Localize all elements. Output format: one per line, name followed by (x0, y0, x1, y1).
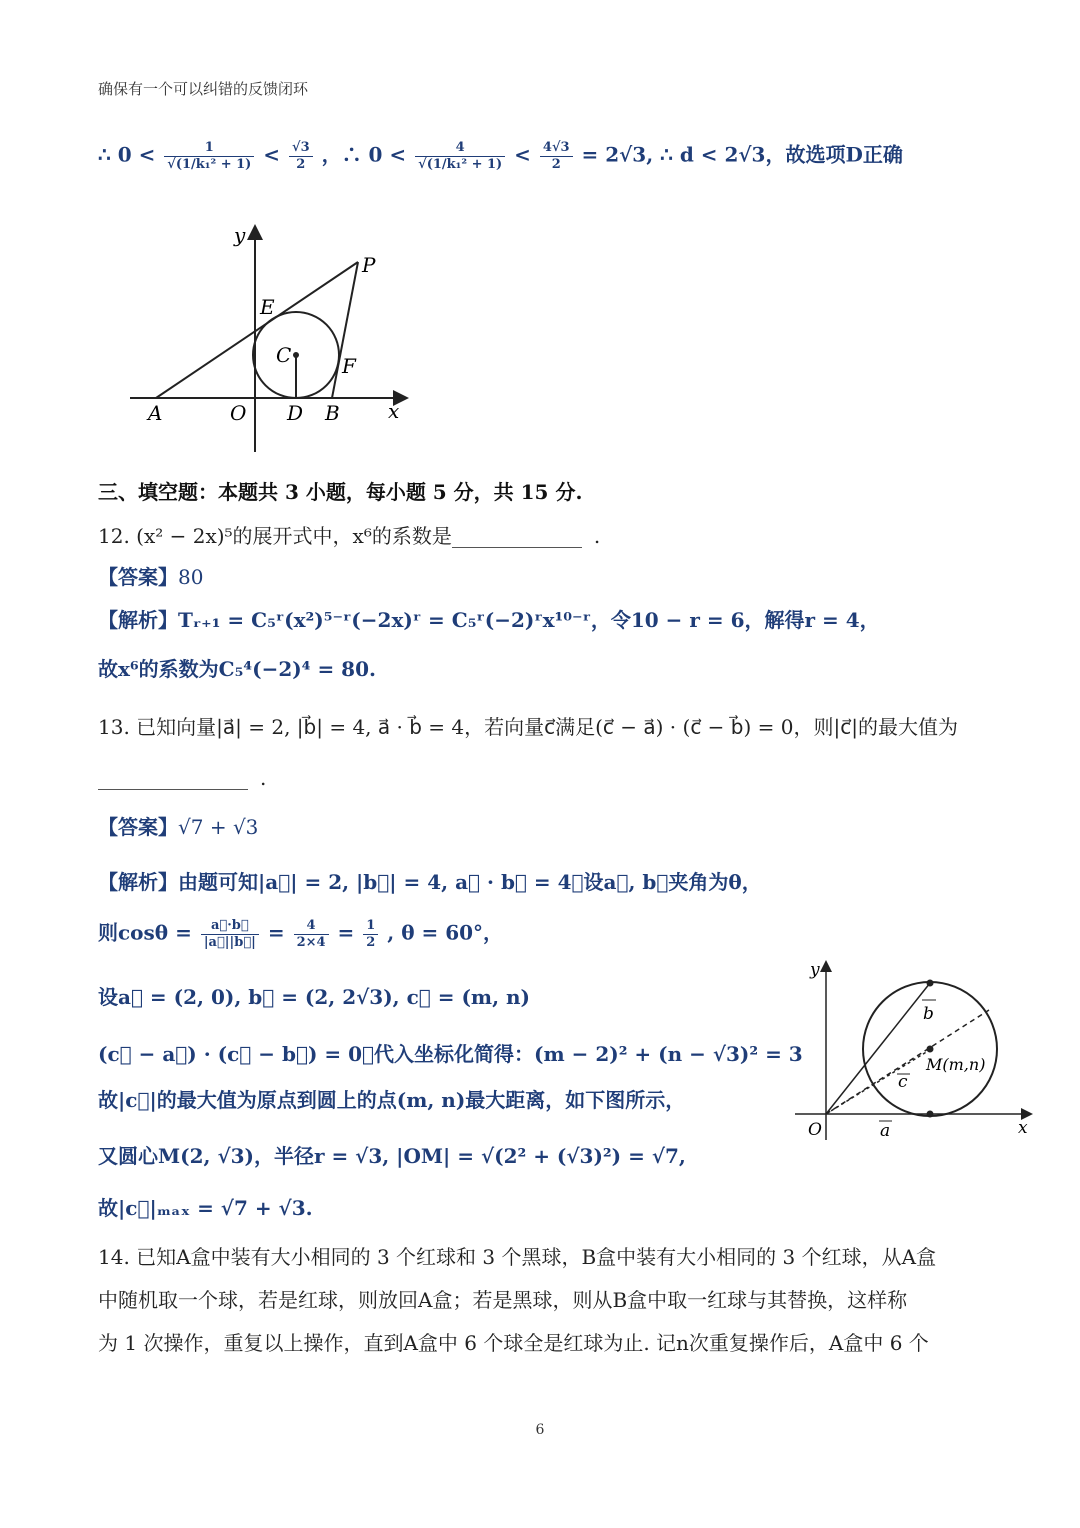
q13-cos-frac3-num: 1 (363, 918, 378, 935)
figure-1-tangent-circle (120, 220, 420, 460)
q11-suffix: = 2√3, ∴ d < 2√3，故选项D正确 (581, 142, 903, 167)
q11-frac3-den: √(1/k₁² + 1) (418, 156, 503, 172)
label-a-vec: a (880, 1121, 891, 1141)
q13-cos-frac-1 (201, 918, 259, 950)
q12-stem-line (98, 523, 600, 548)
q12-analysis-line-2: 故x⁶的系数为C₅⁴(−2)⁴ = 80. (98, 657, 376, 681)
q13-cos-frac-2 (294, 918, 329, 950)
label-c: C (276, 343, 292, 367)
label-c-vec: c (898, 1072, 908, 1092)
label-p: P (362, 253, 376, 277)
figure-2-vector-circle (790, 955, 1040, 1145)
page-header: 确保有一个可以纠错的反馈闭环 (98, 80, 309, 98)
label-b-vec: b (923, 1004, 934, 1024)
q13-cos-suffix: , θ = 60°， (387, 920, 504, 945)
q11-fraction-4 (540, 140, 573, 172)
q13-cos-line (98, 918, 503, 950)
label-x-2: x (1018, 1118, 1028, 1138)
label-d: D (287, 401, 304, 425)
q14-line-2: 中随机取一个球，若是红球，则放回A盒；若是黑球，则从B盒中取一红球与其替换，这样称 (98, 1288, 908, 1312)
q13-answer-line (98, 815, 258, 839)
q13-cos-eq-2: = (337, 920, 355, 945)
label-o: O (230, 401, 247, 425)
q11-frac3-num: 4 (415, 140, 505, 157)
q11-fraction-2 (289, 140, 313, 172)
q13-analysis-line-1 (98, 870, 762, 894)
q13-analysis-line-4: (c⃗ − a⃗) · (c⃗ − b⃗) = 0，代入坐标化简得：(m − 2)² + (n − √3)² = 3 (98, 1042, 803, 1066)
center-dot (293, 352, 299, 358)
q13-cos-frac3-den: 2 (366, 934, 376, 950)
q11-frac4-den: 2 (551, 156, 561, 172)
point-m (927, 1046, 934, 1053)
label-y-2: y (810, 960, 820, 980)
q12-answer-line (98, 565, 203, 589)
q13-analysis-line-5: 故|c⃗|的最大值为原点到圆上的点(m, n)最大距离，如下图所示， (98, 1088, 686, 1112)
q13-stem: 13. 已知向量|a⃗| = 2, |b⃗| = 4, a⃗ · b⃗ = 4，若向量c⃗满足(c⃗ − a⃗) · (c⃗ − b⃗) = 0，则|c⃗|的最大值为 (98, 715, 958, 739)
q14-line-3: 为 1 次操作，重复以上操作，直到A盒中 6 个球全是红球为止. 记n次重复操作后，A盒中 6 个 (98, 1331, 929, 1355)
q11-fraction-3 (415, 140, 505, 172)
q12-analysis-line-1 (98, 608, 880, 632)
q13-cos-eq: = (267, 920, 285, 945)
page-number: 6 (535, 1422, 545, 1438)
label-x: x (388, 399, 400, 423)
vector-c-line (826, 1051, 928, 1114)
q12-analysis-tag: 【解析】 (98, 608, 178, 632)
q11-frac4-num: 4√3 (540, 140, 573, 157)
point-a (927, 1111, 934, 1118)
q13-analysis-1: 由题可知|a⃗| = 2, |b⃗| = 4, a⃗ · b⃗ = 4，设a⃗, b⃗夹角为θ， (178, 870, 762, 894)
q13-cos-frac2-den: 2×4 (296, 934, 326, 950)
q11-fraction-1 (164, 140, 254, 172)
q12-answer: 80 (178, 565, 204, 589)
q13-blank-line (98, 765, 266, 790)
section-3-title: 三、填空题：本题共 3 小题，每小题 5 分，共 15 分. (98, 480, 583, 504)
vector-b-line (826, 983, 930, 1114)
label-m: M(m,n) (926, 1055, 986, 1074)
label-b: B (325, 401, 340, 425)
label-o-2: O (808, 1120, 822, 1140)
q11-conclusion-line (98, 140, 903, 172)
q11-frac2-den: 2 (296, 156, 306, 172)
q13-analysis-line-6: 又圆心M(2, √3)，半径r = √3, |OM| = √(2² + (√3)²) = √7, (98, 1144, 686, 1168)
q13-cos-prefix: 则cosθ = (98, 920, 192, 945)
q11-frac2-num: √3 (289, 140, 313, 157)
label-y: y (234, 223, 246, 247)
q12-answer-tag: 【答案】 (98, 565, 178, 589)
q12-answer-blank[interactable] (452, 523, 582, 548)
q13-cos-frac-3 (363, 918, 378, 950)
q13-answer-tag: 【答案】 (98, 815, 178, 839)
q11-lt-2: < (514, 142, 531, 167)
q14-line-1: 14. 已知A盒中装有大小相同的 3 个红球和 3 个黑球，B盒中装有大小相同的 3 个红球，从A盒 (98, 1245, 937, 1269)
q11-prefix: ∴ 0 < (98, 142, 156, 167)
label-f: F (342, 354, 356, 378)
label-e: E (260, 295, 275, 319)
q13-cos-frac1-den: |a⃗||b⃗| (203, 934, 256, 950)
q13-cos-frac2-num: 4 (294, 918, 329, 935)
q11-mid: ，∴ 0 < (321, 142, 407, 167)
q11-frac1-num: 1 (164, 140, 254, 157)
q11-lt: < (263, 142, 281, 167)
line-ap (156, 262, 358, 398)
q13-answer-blank[interactable] (98, 765, 248, 790)
q13-end: . (260, 766, 267, 790)
q12-analysis-1: Tᵣ₊₁ = C₅ʳ(x²)⁵⁻ʳ(−2x)ʳ = C₅ʳ(−2)ʳx¹⁰⁻ʳ，令10 − r = 6，解得r = 4， (178, 608, 880, 632)
q13-cos-frac1-num: a⃗·b⃗ (201, 918, 259, 935)
label-a: A (148, 401, 163, 425)
q12-end: . (593, 524, 601, 548)
q12-stem: 12. (x² − 2x)⁵的展开式中，x⁶的系数是 (98, 524, 452, 548)
q13-analysis-tag: 【解析】 (98, 870, 178, 894)
point-b (927, 980, 934, 987)
q13-analysis-line-7: 故|c⃗|ₘₐₓ = √7 + √3. (98, 1196, 313, 1220)
q13-answer: √7 + √3 (178, 815, 259, 839)
q11-frac1-den: √(1/k₁² + 1) (167, 156, 252, 172)
q13-analysis-line-3: 设a⃗ = (2, 0), b⃗ = (2, 2√3), c⃗ = (m, n) (98, 985, 531, 1009)
